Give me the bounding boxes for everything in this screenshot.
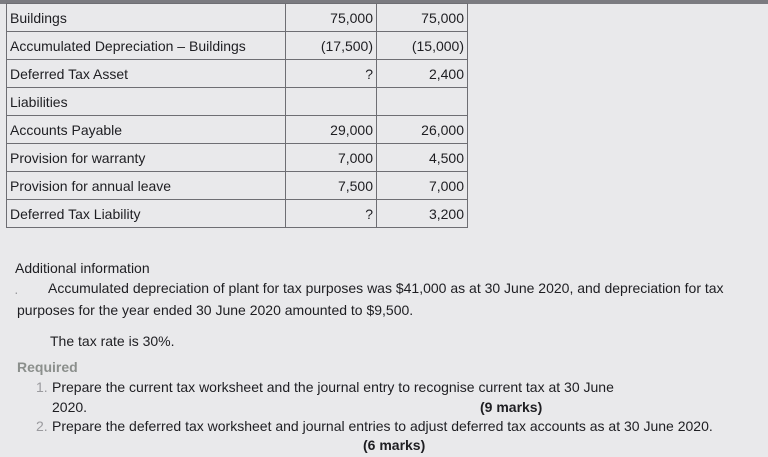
table-row (7, 116, 468, 144)
row-label: Deferred Tax Asset (7, 60, 286, 88)
prior-year-value: 3,200 (377, 200, 468, 228)
item-number: 2. (36, 418, 48, 434)
tax-rate-text: The tax rate is 30%. (50, 333, 175, 349)
table-row (7, 200, 468, 228)
current-year-value: 7,000 (286, 144, 377, 172)
row-label: Liabilities (7, 88, 286, 116)
prior-year-value: 4,500 (377, 144, 468, 172)
balance-table (6, 3, 468, 228)
row-label: Buildings (7, 4, 286, 32)
row-label: Accounts Payable (7, 116, 286, 144)
prior-year-value (377, 88, 468, 116)
prior-year-value: 26,000 (377, 116, 468, 144)
item-number: 1. (36, 379, 48, 395)
required-item-2-marks: (6 marks) (363, 437, 426, 453)
table-row (7, 88, 468, 116)
table-row (7, 172, 468, 200)
prior-year-value: (15,000) (377, 32, 468, 60)
current-year-value: 29,000 (286, 116, 377, 144)
table-row (7, 4, 468, 32)
required-item-1-line-1: Prepare the current tax worksheet and the journal entry to recognise current tax at 30 June (52, 379, 614, 395)
prior-year-value: 2,400 (377, 60, 468, 88)
additional-info-heading: Additional information (15, 260, 150, 276)
current-year-value (286, 88, 377, 116)
row-label: Accumulated Depreciation – Buildings (7, 32, 286, 60)
bullet-marker: · (14, 284, 19, 300)
table-row (7, 144, 468, 172)
current-year-value: ? (286, 200, 377, 228)
row-label: Provision for warranty (7, 144, 286, 172)
row-label: Deferred Tax Liability (7, 200, 286, 228)
required-item-1-marks: (9 marks) (480, 399, 543, 415)
prior-year-value: 7,000 (377, 172, 468, 200)
additional-info-line-1: Accumulated depreciation of plant for tax purposes was $41,000 as at 30 June 2020, and depreciation for tax (48, 280, 724, 296)
required-item-1-line-2: 2020. (52, 399, 88, 415)
required-heading: Required (17, 359, 78, 375)
current-year-value: (17,500) (286, 32, 377, 60)
current-year-value: 7,500 (286, 172, 377, 200)
table-row (7, 60, 468, 88)
additional-info-line-2: purposes for the year ended 30 June 2020 amounted to $9,500. (17, 302, 414, 318)
current-year-value: ? (286, 60, 377, 88)
table-row (7, 32, 468, 60)
current-year-value: 75,000 (286, 4, 377, 32)
prior-year-value: 75,000 (377, 4, 468, 32)
row-label: Provision for annual leave (7, 172, 286, 200)
required-item-2-line-1: Prepare the deferred tax worksheet and journal entries to adjust deferred tax accounts as at 30 June 2020. (52, 418, 713, 434)
